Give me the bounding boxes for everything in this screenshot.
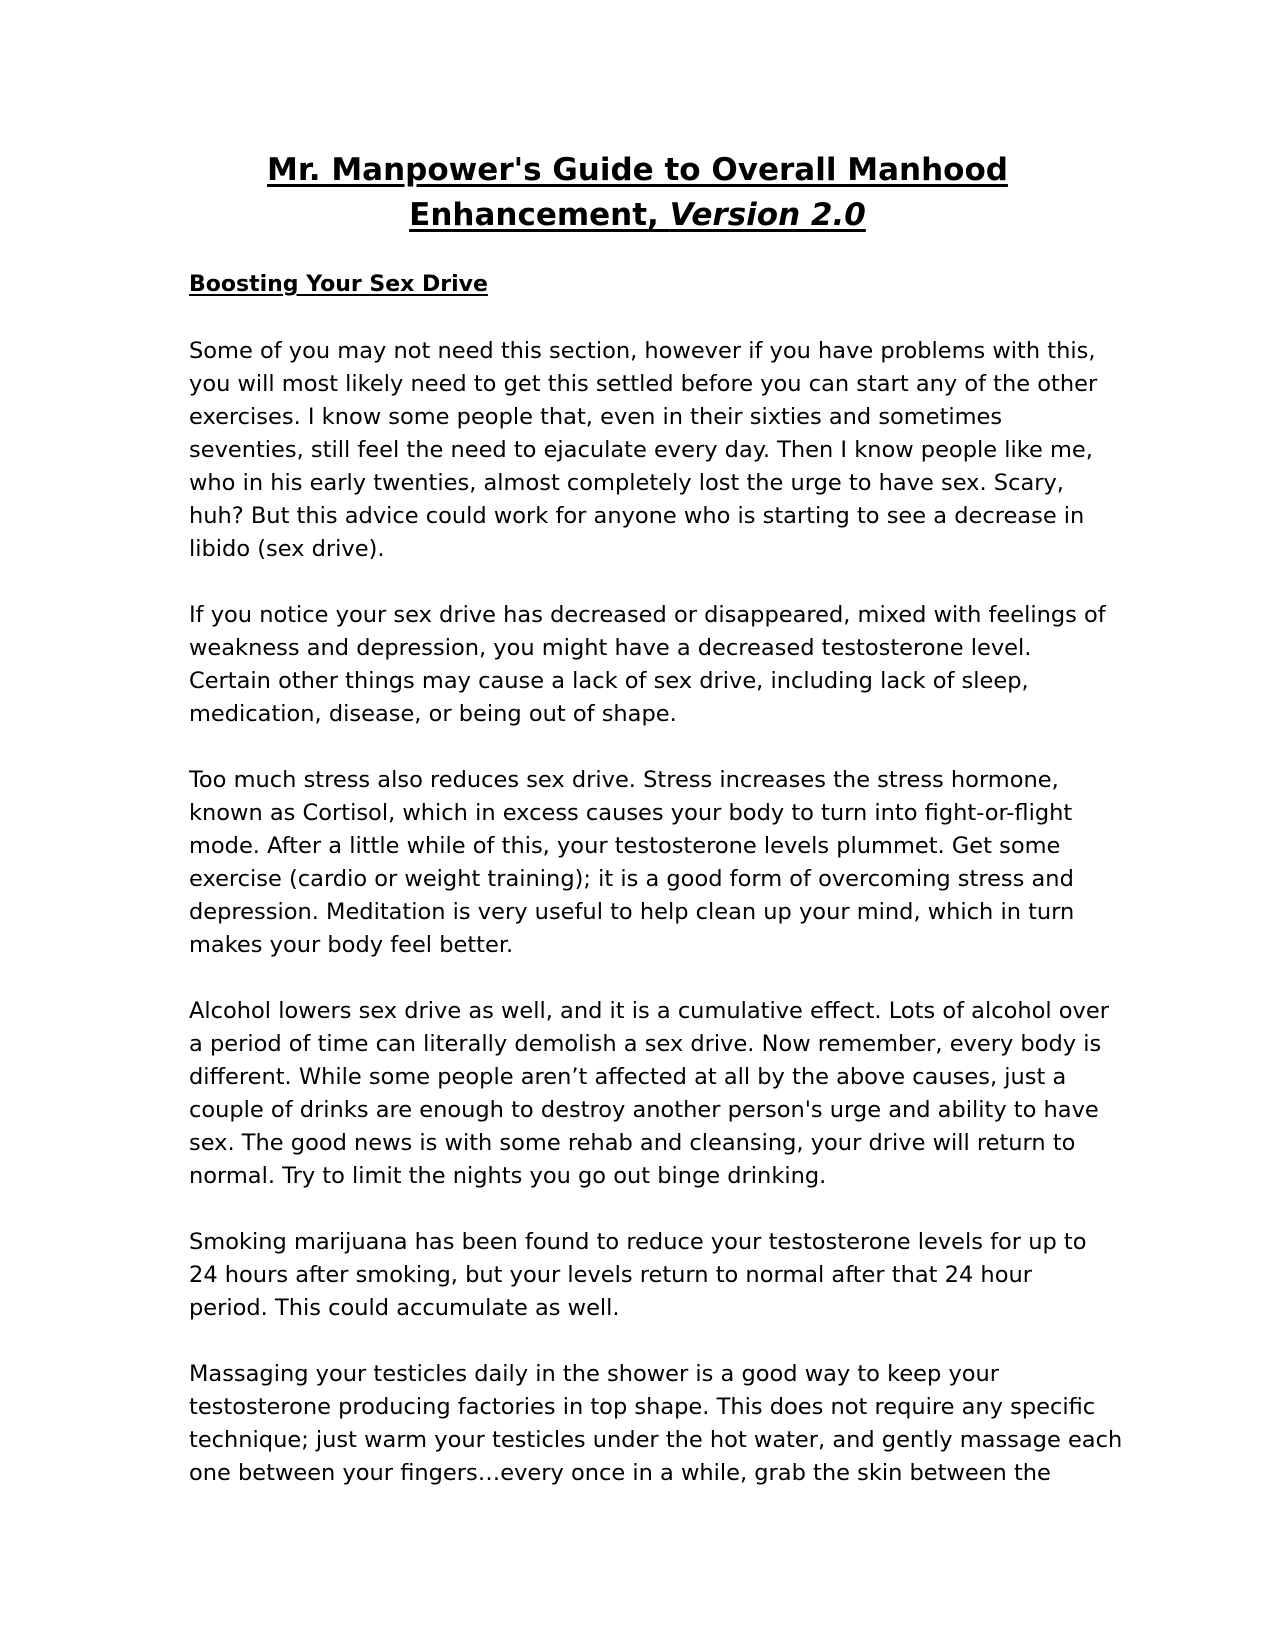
paragraph-line: Smoking marijuana has been found to reduce your testosterone levels for up to	[189, 1229, 1087, 1255]
paragraph-line: makes your body feel better.	[189, 932, 514, 958]
paragraph-line: testosterone producing factories in top shape. This does not require any specific	[189, 1394, 1096, 1420]
paragraph-line: huh? But this advice could work for anyone who is starting to see a decrease in	[189, 503, 1085, 529]
document-title	[160, 148, 1115, 238]
paragraph-1	[189, 335, 1098, 566]
paragraph-line: exercises. I know some people that, even in their sixties and sometimes	[189, 404, 1003, 430]
paragraph-line: known as Cortisol, which in excess causes your body to turn into fight-or-flight	[189, 800, 1073, 826]
paragraph-6	[189, 1358, 1123, 1490]
paragraph-line: seventies, still feel the need to ejaculate every day. Then I know people like me,	[189, 437, 1093, 463]
title-line-1: Mr. Manpower's Guide to Overall Manhood	[267, 152, 1008, 188]
paragraph-line: a period of time can literally demolish a sex drive. Now remember, every body is	[189, 1031, 1102, 1057]
paragraph-line: technique; just warm your testicles under the hot water, and gently massage each	[189, 1427, 1123, 1453]
paragraph-line: medication, disease, or being out of shape.	[189, 701, 677, 727]
title-line-2-prefix: Enhancement,	[409, 197, 670, 233]
paragraph-line: 24 hours after smoking, but your levels return to normal after that 24 hour	[189, 1262, 1032, 1288]
paragraph-line: Massaging your testicles daily in the shower is a good way to keep your	[189, 1361, 1000, 1387]
paragraph-line: you will most likely need to get this settled before you can start any of the other	[189, 371, 1098, 397]
paragraph-line: Too much stress also reduces sex drive. Stress increases the stress hormone,	[189, 767, 1059, 793]
paragraph-line: period. This could accumulate as well.	[189, 1295, 620, 1321]
paragraph-line: Some of you may not need this section, however if you have problems with this,	[189, 338, 1096, 364]
body-text	[189, 335, 1123, 1523]
paragraph-line: mode. After a little while of this, your testosterone levels plummet. Get some	[189, 833, 1061, 859]
paragraph-2	[189, 599, 1106, 731]
paragraph-line: depression. Meditation is very useful to help clean up your mind, which in turn	[189, 899, 1075, 925]
paragraph-line: exercise (cardio or weight training); it is a good form of overcoming stress and	[189, 866, 1074, 892]
paragraph-line: weakness and depression, you might have a decreased testosterone level.	[189, 635, 1032, 661]
paragraph-line: sex. The good news is with some rehab and cleansing, your drive will return to	[189, 1130, 1076, 1156]
paragraph-5	[189, 1226, 1089, 1325]
paragraph-line: one between your fingers…every once in a while, grab the skin between the	[189, 1460, 1051, 1486]
paragraph-line: who in his early twenties, almost completely lost the urge to have sex. Scary,	[189, 470, 1064, 496]
paragraph-line: Alcohol lowers sex drive as well, and it is a cumulative effect. Lots of alcohol over	[189, 998, 1109, 1024]
paragraph-line: couple of drinks are enough to destroy another person's urge and ability to have	[189, 1097, 1099, 1123]
paragraph-4	[189, 995, 1109, 1193]
section-heading: Boosting Your Sex Drive	[189, 272, 488, 297]
paragraph-line: normal. Try to limit the nights you go out binge drinking.	[189, 1163, 827, 1189]
paragraph-line: If you notice your sex drive has decreased or disappeared, mixed with feelings of	[189, 602, 1106, 628]
title-line-2	[409, 197, 866, 233]
paragraph-3	[189, 764, 1089, 962]
paragraph-line: Certain other things may cause a lack of sex drive, including lack of sleep,	[189, 668, 1029, 694]
paragraph-line: libido (sex drive).	[189, 536, 385, 562]
paragraph-line: different. While some people aren’t affected at all by the above causes, just a	[189, 1064, 1067, 1090]
title-version: Version 2.0	[669, 197, 866, 233]
